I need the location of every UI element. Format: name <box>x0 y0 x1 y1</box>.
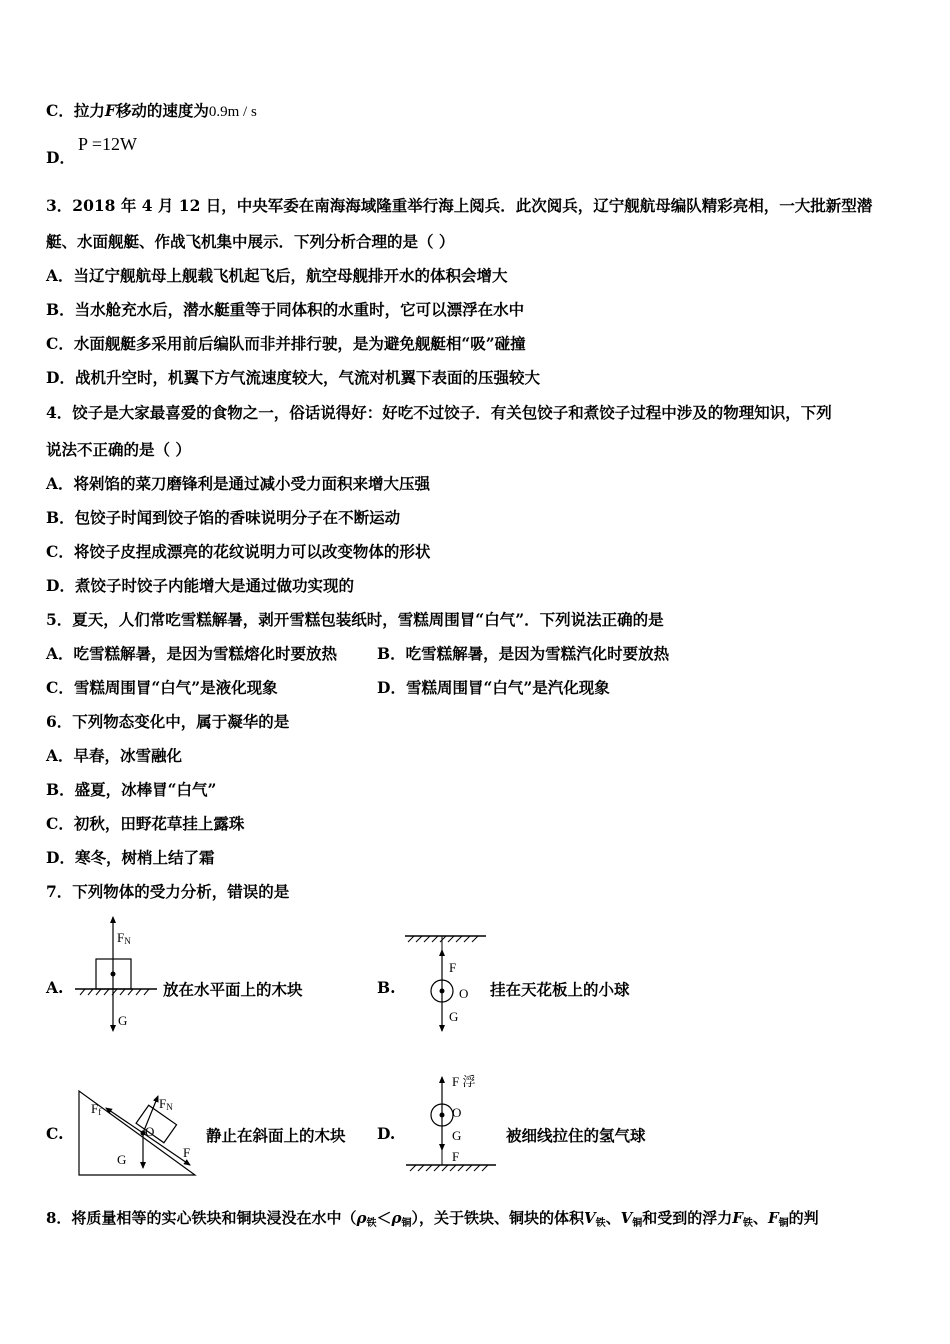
q4-option-c: C．将饺子皮捏成漂亮的花纹说明力可以改变物体的形状 <box>46 542 431 561</box>
fig-c-f-label: F <box>183 1145 191 1160</box>
fig-d-g-label: G <box>452 1128 462 1143</box>
q7-fig-d-letter: D. <box>377 1124 396 1143</box>
q2-option-d: D． <box>46 148 75 167</box>
q7-fig-c-caption: 静止在斜面上的木块 <box>206 1126 346 1145</box>
q4-option-d: D．煮饺子时饺子内能增大是通过做功实现的 <box>46 576 354 595</box>
q3-option-b: B．当水舱充水后，潜水艇重等于同体积的水重时，它可以漂浮在水中 <box>46 300 525 319</box>
q8-stem: 8．将质量相等的实心铁块和铜块浸没在水中$(\rho_铁<\rho_铜)$，关于铁块、铜块的体积$V_铁$、$V_铜$和受到的浮力$F_铁$、$F_铜$的判 <box>46 1209 819 1229</box>
q4-stem-line2: 说法不正确的是（ ） <box>46 440 191 459</box>
q7-stem: 7．下列物体的受力分析，错误的是 <box>46 882 290 901</box>
q7-fig-a-caption: 放在水平面上的木块 <box>163 980 303 999</box>
q7-fig-d-caption: 被细线拉住的氢气球 <box>506 1126 646 1145</box>
q7-fig-a-letter: A. <box>46 978 64 997</box>
q4-stem-line1: 4．饺子是大家最喜爱的食物之一，俗话说得好：好吃不过饺子．有关包饺子和煮饺子过程中涉及的物理知识，下列 <box>46 403 832 422</box>
q2-c-value: 0.9m / s <box>208 104 257 120</box>
q6-option-c: C．初秋，田野花草挂上露珠 <box>46 814 245 833</box>
fig-b-ceiling <box>405 936 486 942</box>
q5-option-c: C．雪糕周围冒“白气”是液化现象 <box>46 678 278 697</box>
q3-option-c: C．水面舰艇多采用前后编队而非并排行驶，是为避免舰艇相“吸”碰撞 <box>46 334 526 353</box>
q7-fig-b-letter: B. <box>377 978 396 997</box>
q6-option-d: D．寒冬，树梢上结了霜 <box>46 848 215 867</box>
q3-option-d: D．战机升空时，机翼下方气流速度较大，气流对机翼下表面的压强较大 <box>46 368 540 387</box>
q4-option-b: B．包饺子时闻到饺子馅的香味说明分子在不断运动 <box>46 508 401 527</box>
fig-b-f-label: F <box>449 960 457 975</box>
fig-c-g-label: G <box>117 1152 127 1167</box>
fig-c-fn-label: FN <box>159 1096 173 1112</box>
fig-c-ff-label: Ff <box>91 1101 102 1117</box>
fig-d-ground <box>406 1165 496 1171</box>
fig-b-g-label: G <box>449 1009 459 1024</box>
q3-option-a: A．当辽宁舰航母上舰载飞机起飞后，航空母舰排开水的体积会增大 <box>46 266 508 285</box>
q5-option-a: A．吃雪糕解暑，是因为雪糕熔化时要放热 <box>46 644 338 663</box>
q6-stem: 6．下列物态变化中，属于凝华的是 <box>46 712 290 731</box>
q5-stem: 5．夏天，人们常吃雪糕解暑，剥开雪糕包装纸时，雪糕周围冒“白气”．下列说法正确的是 <box>46 610 664 629</box>
q5-option-d: D．雪糕周围冒“白气”是汽化现象 <box>377 678 610 697</box>
q6-option-a: A．早春，冰雪融化 <box>46 746 183 765</box>
q4-option-a: A．将剁馅的菜刀磨锋利是通过减小受力面积来增大压强 <box>46 474 431 493</box>
fig-d-f-label: F <box>452 1149 460 1164</box>
q2-option-c: C．拉力F移动的速度为0.9m / s <box>46 101 257 120</box>
q7-fig-b-caption: 挂在天花板上的小球 <box>490 980 630 999</box>
q6-option-b: B．盛夏，冰棒冒“白气” <box>46 780 217 799</box>
q3-stem-line1: 3．2018 年 4 月 12 日，中央军委在南海海域隆重举行海上阅兵．此次阅兵，辽宁舰航母编队精彩亮相，一大批新型潜 <box>46 196 873 215</box>
fig-a-ground <box>75 989 157 995</box>
fig-b-o-label: O <box>459 986 469 1001</box>
q2-d-value: P =12W <box>78 134 137 154</box>
fig-a-fn-label: FN <box>117 930 131 946</box>
fig-d-float-label: F 浮 <box>452 1074 476 1089</box>
fig-c-o-label: O <box>145 1124 155 1139</box>
fig-a-g-label: G <box>118 1013 128 1028</box>
q3-stem-line2: 艇、水面舰艇、作战飞机集中展示．下列分析合理的是（ ） <box>46 232 455 251</box>
fig-d-o-label: O <box>452 1105 462 1120</box>
q5-option-b: B．吃雪糕解暑，是因为雪糕汽化时要放热 <box>377 644 670 663</box>
q7-fig-c-letter: C. <box>46 1124 64 1143</box>
